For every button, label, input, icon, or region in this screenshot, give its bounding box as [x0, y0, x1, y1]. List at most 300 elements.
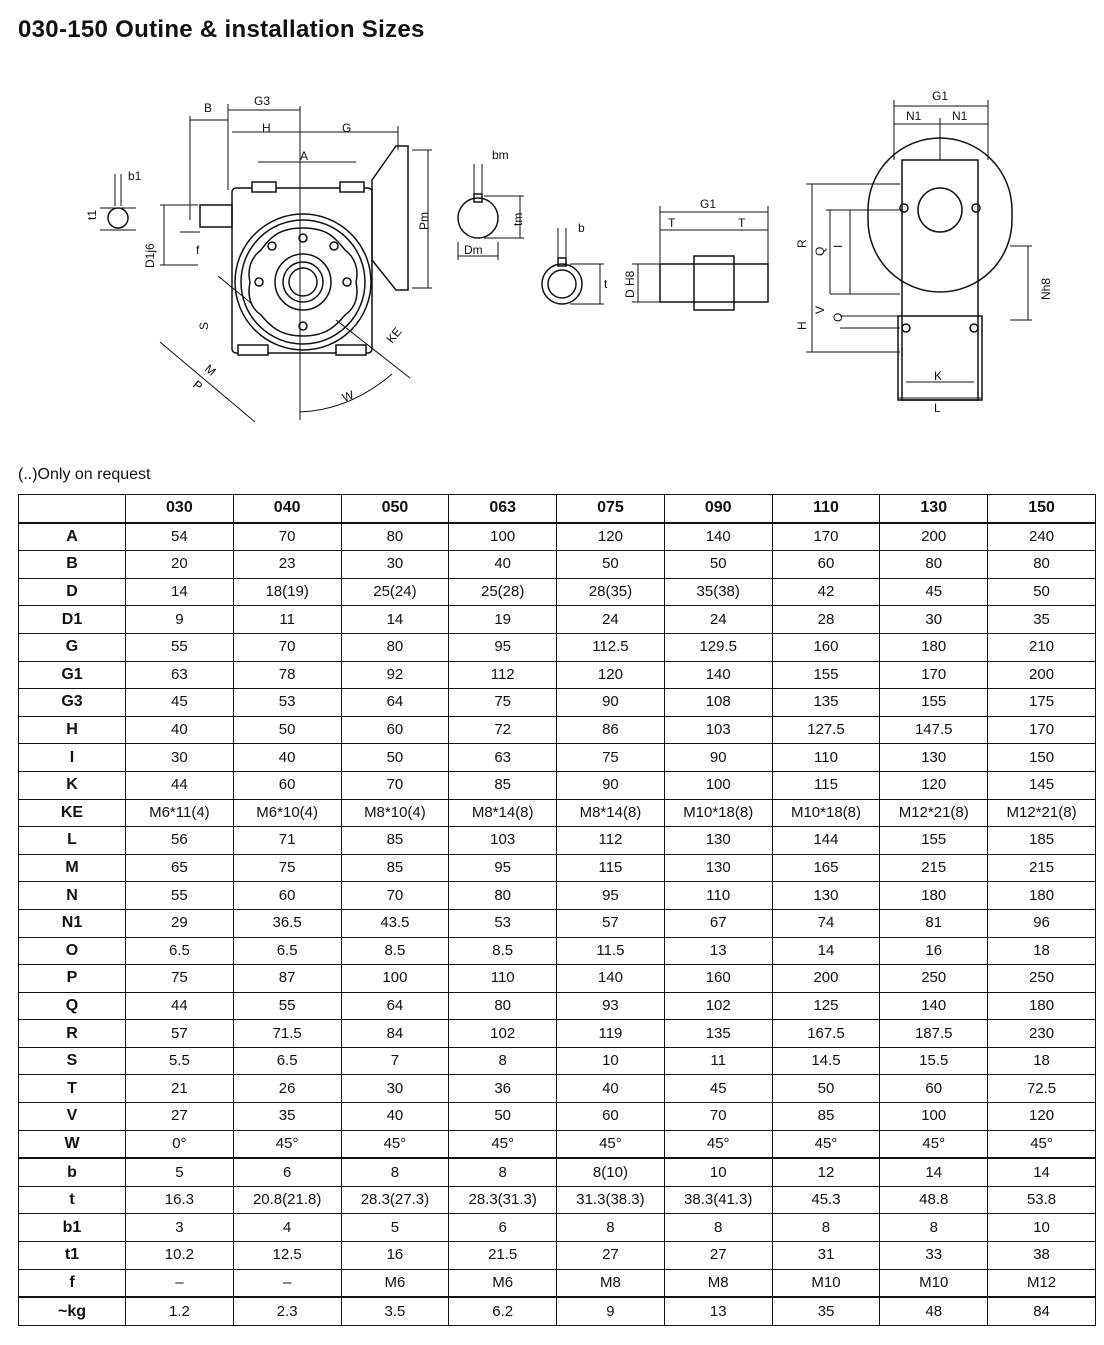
table-cell: 45	[880, 578, 988, 606]
table-cell: 75	[449, 689, 557, 717]
table-cell: 5	[126, 1158, 234, 1186]
page-title: 030-150 Outine & installation Sizes	[18, 16, 425, 43]
table-row	[19, 965, 1096, 993]
table-row	[19, 578, 1096, 606]
table-cell: 1.2	[126, 1297, 234, 1325]
table-cell: 210	[988, 633, 1096, 661]
table-cell: 170	[988, 716, 1096, 744]
table-cell: 3	[126, 1214, 234, 1242]
label-b: b	[578, 221, 585, 235]
label-H-side: H	[795, 321, 809, 330]
table-cell: 72	[449, 716, 557, 744]
table-cell: 187.5	[880, 1020, 988, 1048]
table-cell: 45.3	[772, 1186, 880, 1214]
table-cell: 110	[664, 882, 772, 910]
table-cell: 130	[664, 827, 772, 855]
table-cell: 140	[664, 661, 772, 689]
table-cell: 53.8	[988, 1186, 1096, 1214]
table-cell: 180	[880, 882, 988, 910]
table-cell: 18	[988, 937, 1096, 965]
label-A: A	[300, 149, 309, 163]
table-cell: 27	[126, 1103, 234, 1131]
table-cell: M8*10(4)	[341, 799, 449, 827]
table-cell: 130	[664, 854, 772, 882]
label-T-left: T	[668, 216, 676, 230]
row-label: H	[19, 716, 126, 744]
table-cell: 27	[664, 1242, 772, 1270]
table-cell: 84	[988, 1297, 1096, 1325]
table-cell: 60	[233, 882, 341, 910]
table-cell: 127.5	[772, 716, 880, 744]
table-cell: 60	[880, 1075, 988, 1103]
table-cell: 70	[664, 1103, 772, 1131]
table-cell: 155	[880, 689, 988, 717]
table-cell: 74	[772, 909, 880, 937]
column-header: 063	[449, 495, 557, 523]
table-cell: 50	[772, 1075, 880, 1103]
table-cell: 147.5	[880, 716, 988, 744]
table-cell: 75	[233, 854, 341, 882]
output-hole-labels	[578, 221, 608, 291]
table-cell: 54	[126, 523, 234, 551]
table-cell: 53	[233, 689, 341, 717]
table-cell: –	[126, 1269, 234, 1297]
row-label: I	[19, 744, 126, 772]
column-header: 075	[557, 495, 665, 523]
label-K: K	[934, 369, 943, 383]
table-cell: 108	[664, 689, 772, 717]
table-cell: 8.5	[341, 937, 449, 965]
table-cell: 14	[772, 937, 880, 965]
table-cell: 16.3	[126, 1186, 234, 1214]
table-cell: 43.5	[341, 909, 449, 937]
table-row	[19, 1130, 1096, 1158]
table-cell: M8*14(8)	[449, 799, 557, 827]
table-cell: 28.3(27.3)	[341, 1186, 449, 1214]
table-row	[19, 744, 1096, 772]
table-cell: M6	[341, 1269, 449, 1297]
row-label: N	[19, 882, 126, 910]
table-cell: M12*21(8)	[880, 799, 988, 827]
table-cell: 75	[126, 965, 234, 993]
label-V: V	[813, 305, 827, 314]
table-cell: 10	[664, 1158, 772, 1186]
table-cell: 80	[449, 992, 557, 1020]
table-cell: 250	[988, 965, 1096, 993]
table-cell: 42	[772, 578, 880, 606]
table-cell: 12.5	[233, 1242, 341, 1270]
table-cell: 36	[449, 1075, 557, 1103]
table-row	[19, 1103, 1096, 1131]
table-cell: 40	[449, 551, 557, 579]
table-cell: 25(24)	[341, 578, 449, 606]
table-cell: 31.3(38.3)	[557, 1186, 665, 1214]
table-cell: 80	[341, 523, 449, 551]
table-cell: 8	[341, 1158, 449, 1186]
table-cell: 12	[772, 1158, 880, 1186]
table-cell: 87	[233, 965, 341, 993]
table-cell: 60	[341, 716, 449, 744]
side-view-labels	[795, 89, 1053, 415]
table-cell: M8	[557, 1269, 665, 1297]
label-G1-side: G1	[932, 89, 949, 103]
label-Pm: Pm	[417, 212, 431, 230]
label-bm: bm	[492, 148, 509, 162]
table-cell: 30	[341, 1075, 449, 1103]
table-cell: M10	[880, 1269, 988, 1297]
table-cell: 11.5	[557, 937, 665, 965]
table-cell: 50	[988, 578, 1096, 606]
table-cell: 6.5	[233, 1047, 341, 1075]
row-label: B	[19, 551, 126, 579]
table-cell: 8	[772, 1214, 880, 1242]
table-cell: 55	[126, 633, 234, 661]
table-cell: 96	[988, 909, 1096, 937]
table-cell: 45°	[664, 1130, 772, 1158]
row-label: O	[19, 937, 126, 965]
table-cell: 9	[557, 1297, 665, 1325]
table-cell: 180	[988, 882, 1096, 910]
table-cell: 155	[880, 827, 988, 855]
table-cell: M12	[988, 1269, 1096, 1297]
row-label: L	[19, 827, 126, 855]
table-cell: 70	[233, 633, 341, 661]
table-cell: 35	[772, 1297, 880, 1325]
table-cell: M6*10(4)	[233, 799, 341, 827]
column-header: 090	[664, 495, 772, 523]
table-cell: 70	[341, 882, 449, 910]
table-cell: 14	[880, 1158, 988, 1186]
table-cell: 185	[988, 827, 1096, 855]
table-cell: 90	[557, 689, 665, 717]
table-cell: 75	[557, 744, 665, 772]
row-label: KE	[19, 799, 126, 827]
table-cell: 85	[341, 827, 449, 855]
front-view-labels	[85, 94, 431, 405]
table-cell: 14	[341, 606, 449, 634]
label-M: M	[202, 361, 219, 379]
table-cell: 24	[664, 606, 772, 634]
table-cell: 70	[341, 771, 449, 799]
table-cell: 100	[449, 523, 557, 551]
table-cell: 29	[126, 909, 234, 937]
table-cell: 48	[880, 1297, 988, 1325]
table-cell: 125	[772, 992, 880, 1020]
table-cell: 140	[557, 965, 665, 993]
table-row	[19, 1075, 1096, 1103]
row-label: W	[19, 1130, 126, 1158]
table-cell: 57	[557, 909, 665, 937]
table-cell: 14	[988, 1158, 1096, 1186]
table-cell: 115	[772, 771, 880, 799]
table-cell: 140	[664, 523, 772, 551]
table-cell: 6	[449, 1214, 557, 1242]
table-row	[19, 1020, 1096, 1048]
table-cell: 112	[557, 827, 665, 855]
table-cell: 45	[126, 689, 234, 717]
table-cell: 60	[233, 771, 341, 799]
table-cell: 35	[233, 1103, 341, 1131]
table-cell: 80	[880, 551, 988, 579]
label-L: L	[934, 401, 941, 415]
table-cell: 19	[449, 606, 557, 634]
table-cell: 9	[126, 606, 234, 634]
label-DH8: D H8	[623, 270, 637, 298]
table-cell: 230	[988, 1020, 1096, 1048]
table-cell: 78	[233, 661, 341, 689]
table-cell: 167.5	[772, 1020, 880, 1048]
row-label: t1	[19, 1242, 126, 1270]
table-cell: 130	[772, 882, 880, 910]
label-Q: Q	[813, 246, 827, 256]
table-cell: 8	[664, 1214, 772, 1242]
table-cell: 103	[449, 827, 557, 855]
table-cell: 135	[664, 1020, 772, 1048]
table-cell: 112.5	[557, 633, 665, 661]
table-cell: 55	[126, 882, 234, 910]
table-cell: 56	[126, 827, 234, 855]
table-row	[19, 909, 1096, 937]
table-cell: 44	[126, 771, 234, 799]
table-cell: 45°	[449, 1130, 557, 1158]
table-cell: 23	[233, 551, 341, 579]
label-t: t	[604, 277, 608, 291]
table-cell: M8*14(8)	[557, 799, 665, 827]
table-corner	[19, 495, 126, 523]
table-cell: 95	[449, 854, 557, 882]
table-cell: 145	[988, 771, 1096, 799]
table-row	[19, 1047, 1096, 1075]
table-cell: 110	[449, 965, 557, 993]
table-cell: 60	[772, 551, 880, 579]
table-cell: 8	[449, 1158, 557, 1186]
table-cell: M12*21(8)	[988, 799, 1096, 827]
table-cell: 100	[341, 965, 449, 993]
table-header-row	[19, 495, 1096, 523]
technical-drawing	[0, 60, 1104, 460]
table-cell: 95	[557, 882, 665, 910]
table-row	[19, 661, 1096, 689]
label-P: P	[190, 377, 206, 394]
table-row	[19, 1269, 1096, 1297]
table-cell: 100	[664, 771, 772, 799]
table-cell: 100	[880, 1103, 988, 1131]
table-cell: 120	[880, 771, 988, 799]
label-f: f	[196, 243, 200, 257]
table-cell: 30	[126, 744, 234, 772]
column-header: 150	[988, 495, 1096, 523]
table-cell: 6.5	[233, 937, 341, 965]
table-cell: 85	[341, 854, 449, 882]
table-cell: 5.5	[126, 1047, 234, 1075]
label-R: R	[795, 239, 809, 248]
row-label: M	[19, 854, 126, 882]
table-cell: 60	[557, 1103, 665, 1131]
table-cell: 45°	[341, 1130, 449, 1158]
column-header: 030	[126, 495, 234, 523]
column-header: 130	[880, 495, 988, 523]
table-cell: 57	[126, 1020, 234, 1048]
table-cell: 200	[880, 523, 988, 551]
table-cell: 80	[449, 882, 557, 910]
table-cell: 85	[449, 771, 557, 799]
table-cell: 13	[664, 937, 772, 965]
table-cell: 35(38)	[664, 578, 772, 606]
row-label: G3	[19, 689, 126, 717]
label-tm: tm	[511, 212, 525, 226]
table-cell: 28.3(31.3)	[449, 1186, 557, 1214]
table-cell: 15.5	[880, 1047, 988, 1075]
table-cell: 70	[233, 523, 341, 551]
row-label: A	[19, 523, 126, 551]
table-cell: 21.5	[449, 1242, 557, 1270]
row-label: G	[19, 633, 126, 661]
table-cell: 33	[880, 1242, 988, 1270]
table-body	[19, 523, 1096, 1326]
table-cell: M8	[664, 1269, 772, 1297]
table-cell: 45	[664, 1075, 772, 1103]
table-cell: 135	[772, 689, 880, 717]
table-cell: 8	[449, 1047, 557, 1075]
table-cell: 80	[988, 551, 1096, 579]
table-cell: 20.8(21.8)	[233, 1186, 341, 1214]
table-cell: 8(10)	[557, 1158, 665, 1186]
row-label: ~kg	[19, 1297, 126, 1325]
table-cell: 10.2	[126, 1242, 234, 1270]
table-cell: 50	[341, 744, 449, 772]
table-cell: 140	[880, 992, 988, 1020]
table-cell: 240	[988, 523, 1096, 551]
table-cell: 30	[341, 551, 449, 579]
row-label: V	[19, 1103, 126, 1131]
table-row	[19, 1214, 1096, 1242]
table-cell: 170	[772, 523, 880, 551]
label-S: S	[197, 321, 211, 330]
table-cell: 85	[772, 1103, 880, 1131]
table-row	[19, 716, 1096, 744]
table-cell: 50	[449, 1103, 557, 1131]
table-row	[19, 854, 1096, 882]
table-row	[19, 1186, 1096, 1214]
table-cell: 7	[341, 1047, 449, 1075]
table-cell: 63	[126, 661, 234, 689]
table-cell: 45°	[988, 1130, 1096, 1158]
table-row	[19, 551, 1096, 579]
output-hole-section	[542, 228, 604, 304]
table-cell: 40	[557, 1075, 665, 1103]
table-cell: 16	[341, 1242, 449, 1270]
row-label: S	[19, 1047, 126, 1075]
table-cell: 4	[233, 1214, 341, 1242]
label-G3: G3	[254, 94, 271, 108]
label-b1: b1	[128, 169, 142, 183]
table-row	[19, 882, 1096, 910]
table-cell: 25(28)	[449, 578, 557, 606]
label-Dm: Dm	[464, 243, 483, 257]
table-cell: 27	[557, 1242, 665, 1270]
table-cell: 80	[341, 633, 449, 661]
table-cell: 165	[772, 854, 880, 882]
row-label: b	[19, 1158, 126, 1186]
table-cell: 14.5	[772, 1047, 880, 1075]
table-cell: 160	[664, 965, 772, 993]
table-cell: 10	[557, 1047, 665, 1075]
table-cell: 6.2	[449, 1297, 557, 1325]
table-cell: 71.5	[233, 1020, 341, 1048]
table-cell: 50	[557, 551, 665, 579]
table-cell: 64	[341, 689, 449, 717]
label-G: G	[342, 121, 352, 135]
table-cell: 8	[880, 1214, 988, 1242]
row-label: R	[19, 1020, 126, 1048]
table-cell: 55	[233, 992, 341, 1020]
table-cell: 130	[880, 744, 988, 772]
row-label: K	[19, 771, 126, 799]
table-cell: 6	[233, 1158, 341, 1186]
table-cell: M6*11(4)	[126, 799, 234, 827]
table-cell: 26	[233, 1075, 341, 1103]
table-cell: 200	[772, 965, 880, 993]
table-cell: 115	[557, 854, 665, 882]
table-cell: 72.5	[988, 1075, 1096, 1103]
label-N1-right: N1	[952, 109, 968, 123]
table-cell: 67	[664, 909, 772, 937]
table-cell: 64	[341, 992, 449, 1020]
table-row	[19, 937, 1096, 965]
table-cell: 110	[772, 744, 880, 772]
table-cell: 11	[233, 606, 341, 634]
table-cell: 119	[557, 1020, 665, 1048]
table-cell: 21	[126, 1075, 234, 1103]
table-cell: M10*18(8)	[772, 799, 880, 827]
table-cell: 155	[772, 661, 880, 689]
table-row	[19, 1297, 1096, 1325]
table-cell: 160	[772, 633, 880, 661]
table-cell: 40	[341, 1103, 449, 1131]
column-header: 110	[772, 495, 880, 523]
table-cell: 8.5	[449, 937, 557, 965]
table-cell: 38.3(41.3)	[664, 1186, 772, 1214]
label-W: W	[340, 387, 356, 405]
table-cell: 86	[557, 716, 665, 744]
table-row	[19, 633, 1096, 661]
table-cell: 30	[880, 606, 988, 634]
row-label: D	[19, 578, 126, 606]
table-cell: 180	[880, 633, 988, 661]
table-row	[19, 799, 1096, 827]
side-view-dims	[806, 100, 1032, 398]
hollow-shaft-view	[632, 206, 768, 310]
row-label: Q	[19, 992, 126, 1020]
table-row	[19, 771, 1096, 799]
label-t1: t1	[85, 209, 99, 220]
row-label: b1	[19, 1214, 126, 1242]
label-G1-shaft: G1	[700, 197, 717, 211]
row-label: G1	[19, 661, 126, 689]
table-cell: 6.5	[126, 937, 234, 965]
table-cell: 44	[126, 992, 234, 1020]
table-cell: 0°	[126, 1130, 234, 1158]
table-cell: 3.5	[341, 1297, 449, 1325]
table-cell: 45°	[772, 1130, 880, 1158]
table-row	[19, 606, 1096, 634]
table-cell: 50	[664, 551, 772, 579]
label-H: H	[262, 121, 271, 135]
table-row	[19, 992, 1096, 1020]
table-cell: 48.8	[880, 1186, 988, 1214]
table-cell: –	[233, 1269, 341, 1297]
row-label: T	[19, 1075, 126, 1103]
